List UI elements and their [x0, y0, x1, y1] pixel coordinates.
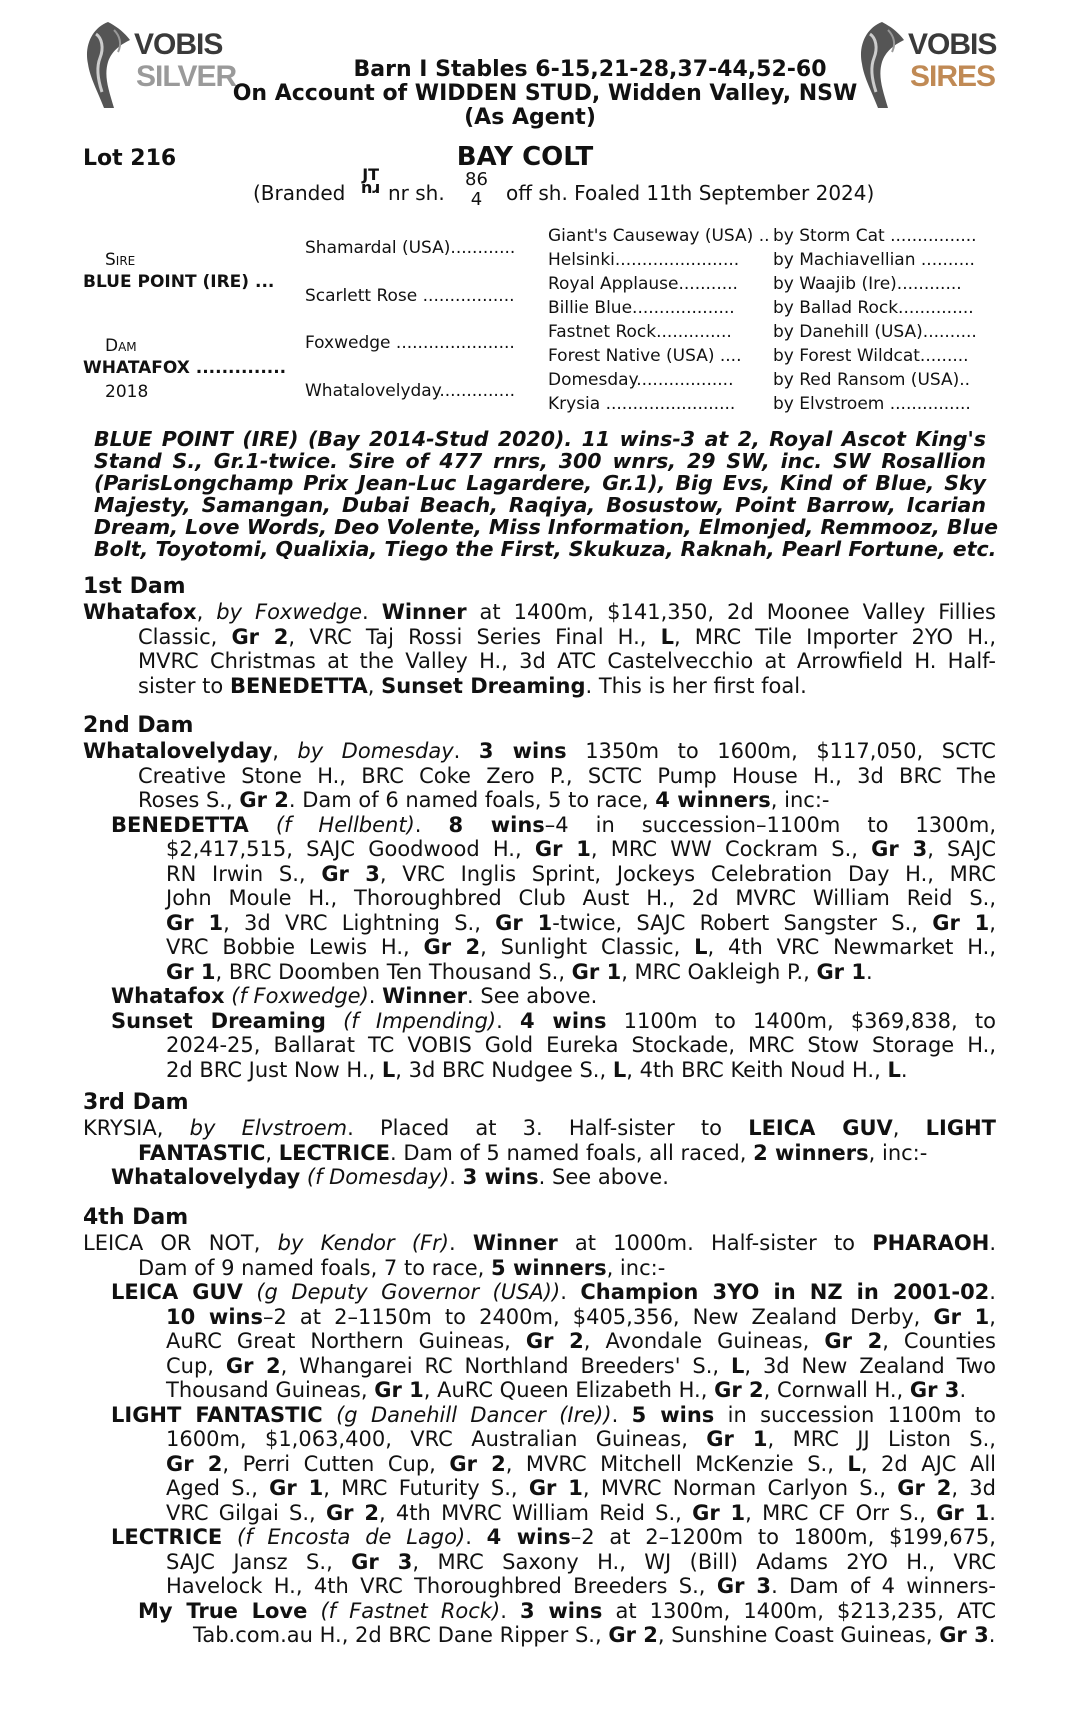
sire-line: (ParisLongchamp Prix Jean-Luc Lagardere, Gr.1), Big Evs, Kind of Blue, Sky [94, 471, 986, 495]
granddam-sire: Scarlett Rose ................. [305, 286, 515, 306]
dam-label: Dam [105, 336, 137, 356]
lot-number: Lot 216 [83, 146, 177, 171]
logo-left-line1: VOBIS [134, 28, 223, 61]
third-dam-text: KRYSIA, by Elvstroem. Placed at 3. Half-sister to LEICA GUV, LIGHT FANTASTIC, LECTRICE. Dam of 5 named foals, all raced, 2 winners, inc:- Whatalovelyday (f Domesday). 3 wins. See above. [83, 1116, 996, 1189]
brand-mark-bottom: ru [361, 180, 381, 199]
ggp-3: Royal Applause........... [548, 274, 738, 294]
fourth-dam-text: LEICA OR NOT, by Kendor (Fr). Winner at 1000m. Half-sister to PHARAOH. Dam of 9 named foals, 7 to race, 5 winners, inc:- LEICA GUV (g Deputy Governor (USA)). Champion 3YO in NZ in 2001-02. 10 wins–2 at 2–1150m to 2400m, $405,356, New Zealand Derby, Gr 1, AuRC Great Northern Guineas, Gr 2, Avondale Guineas, Gr 2, Counties Cup, Gr 2, Whangarei RC Northland Breeders' S., L, 3d New Zealand Two Thousand Guineas, Gr 1, AuRC Queen Elizabeth H., Gr 2, Cornwall H., Gr 3. LIGHT FANTASTIC (g Danehill Dancer (Ire)). 5 wins in succession 1100m to 1600m, $1,063,400, VRC Australian Guineas, Gr 1, MRC JJ Liston S., Gr 2, Perri Cutten Cup, Gr 2, MVRC Mitchell McKenzie S., L, 2d AJC All Aged S., Gr 1, MRC Futurity S., Gr 1, MVRC Norman Carlyon S., Gr 2, 3d VRC Gilgai S., Gr 2, 4th MVRC William Reid S., Gr 1, MRC CF Orr S., Gr 1. LECTRICE (f Encosta de Lago). 4 wins–2 at 2–1200m to 1800m, $199,675, SAJC Jansz S., Gr 3, MRC Saxony H., WJ (Bill) Adams 2YO H., VRC Havelock H., 4th VRC Thoroughbred Breeders S., Gr 3. Dam of 4 winners- My True Love (f Fastnet Rock). 3 wins at 1300m, 1400m, $213,235, ATC Tab.com.au H., 2d BRC Dane Ripper S., Gr 2, Sunshine Coast Guineas, Gr 3. [83, 1231, 996, 1647]
ggp-sire-7: by Red Ransom (USA).. [773, 370, 971, 390]
sire-label: Sire [105, 250, 136, 270]
brand-number-top: 86 [465, 169, 488, 190]
second-dam-heading: 2nd Dam [83, 713, 194, 738]
brand-mark [361, 165, 381, 199]
sire-name: BLUE POINT (IRE) ... [83, 272, 275, 292]
dam-year: 2018 [105, 382, 149, 402]
ggp-8: Krysia ........................ [548, 394, 736, 414]
ggp-6: Forest Native (USA) .... [548, 346, 742, 366]
account-line: On Account of WIDDEN STUD, Widden Valley, NSW [232, 81, 858, 106]
sire-line: Majesty, Samangan, Dubai Beach, Raqiya, Bosustow, Point Barrow, Icarian [94, 493, 986, 517]
logo-left-line2: SILVER [136, 60, 237, 93]
ggp-4: Billie Blue................... [548, 298, 735, 318]
sire-description [94, 427, 999, 561]
agent-line: (As Agent) [464, 105, 596, 130]
granddam-dam: Whatalovelyday.............. [305, 381, 516, 401]
ggp-sire-5: by Danehill (USA).......... [773, 322, 977, 342]
ggp-7: Domesday.................. [548, 370, 734, 390]
brand-mark-top: JT [362, 165, 380, 184]
dam-name: WHATAFOX .............. [83, 358, 287, 378]
grandsire-sire: Shamardal (USA)............ [305, 238, 516, 258]
barn-stables-line: Barn I Stables 6-15,21-28,37-44,52-60 [353, 57, 827, 82]
ggp-5: Fastnet Rock.............. [548, 322, 732, 342]
ggp-sire-2: by Machiavellian .......... [773, 250, 975, 270]
third-dam-heading: 3rd Dam [83, 1090, 189, 1115]
fourth-dam-heading: 4th Dam [83, 1205, 189, 1230]
brand-suffix: off sh. Foaled 11th September 2024) [506, 181, 875, 205]
sire-line: BLUE POINT (IRE) (Bay 2014-Stud 2020). 11 wins-3 at 2, Royal Ascot King's [94, 427, 986, 451]
logo-right-line1: VOBIS [908, 28, 997, 61]
first-dam-heading: 1st Dam [83, 574, 186, 599]
horse-title: BAY COLT [456, 142, 594, 172]
ggp-sire-6: by Forest Wildcat......... [773, 346, 969, 366]
brand-number-bottom: 4 [470, 189, 483, 210]
ggp-2: Helsinki....................... [548, 250, 740, 270]
brand-number [465, 170, 488, 210]
grandsire-dam: Foxwedge ...................... [305, 333, 515, 353]
second-dam-text: Whatalovelyday, by Domesday. 3 wins 1350m to 1600m, $117,050, SCTC Creative Stone H., BRC Coke Zero P., SCTC Pump House H., 3d BRC The Roses S., Gr 2. Dam of 6 named foals, 5 to race, 4 winners, inc:- BENEDETTA (f Hellbent). 8 wins–4 in succession–1100m to 1300m, $2,417,515, SAJC Goodwood H., Gr 1, MRC WW Cockram S., Gr 3, SAJC RN Irwin S., Gr 3, VRC Inglis Sprint, Jockeys Celebration Day H., MRC John Moule H., Thoroughbred Club Aust H., 2d MVRC William Reid S., Gr 1, 3d VRC Lightning S., Gr 1-twice, SAJC Robert Sangster S., Gr 1, VRC Bobbie Lewis H., Gr 2, Sunlight Classic, L, 4th VRC Newmarket H., Gr 1, BRC Doomben Ten Thousand S., Gr 1, MRC Oakleigh P., Gr 1. Whatafox (f Foxwedge). Winner. See above. Sunset Dreaming (f Impending). 4 wins 1100m to 1400m, $369,838, to 2024-25, Ballarat TC VOBIS Gold Eureka Stockade, MRC Stow Storage H., 2d BRC Just Now H., L, 3d BRC Nudgee S., L, 4th BRC Keith Noud H., L. [83, 739, 997, 1082]
sire-line: Bolt, Toyotomi, Qualixia, Tiego the First, Skukuza, Raknah, Pearl Fortune, etc. [94, 537, 997, 561]
ggp-sire-3: by Waajib (Ire)............ [773, 274, 962, 294]
first-dam-text: Whatafox, by Foxwedge. Winner at 1400m, $141,350, 2d Moonee Valley Fillies Classic, Gr 2, VRC Taj Rossi Series Final H., L, MRC Tile Importer 2YO H., MVRC Christmas at the Valley H., 3d ATC Castelvecchio at Arrowfield H. Half- sister to BENEDETTA, Sunset Dreaming. This is her first foal. [83, 600, 996, 698]
ggp-sire-1: by Storm Cat ................ [773, 226, 977, 246]
ggp-sire-8: by Elvstroem ............... [773, 394, 971, 414]
sire-line: Dream, Love Words, Deo Volente, Miss Information, Elmonjed, Remmooz, Blue [94, 515, 999, 539]
sire-line: Stand S., Gr.1-twice. Sire of 477 rnrs, 300 wnrs, 29 SW, inc. SW Rosallion [94, 449, 986, 473]
logo-right-line2: SIRES [910, 60, 996, 93]
ggp-1: Giant's Causeway (USA) .. [548, 226, 770, 246]
brand-prefix: (Branded [253, 181, 346, 205]
brand-nr-sh: nr sh. [388, 181, 445, 205]
ggp-sire-4: by Ballad Rock.............. [773, 298, 974, 318]
